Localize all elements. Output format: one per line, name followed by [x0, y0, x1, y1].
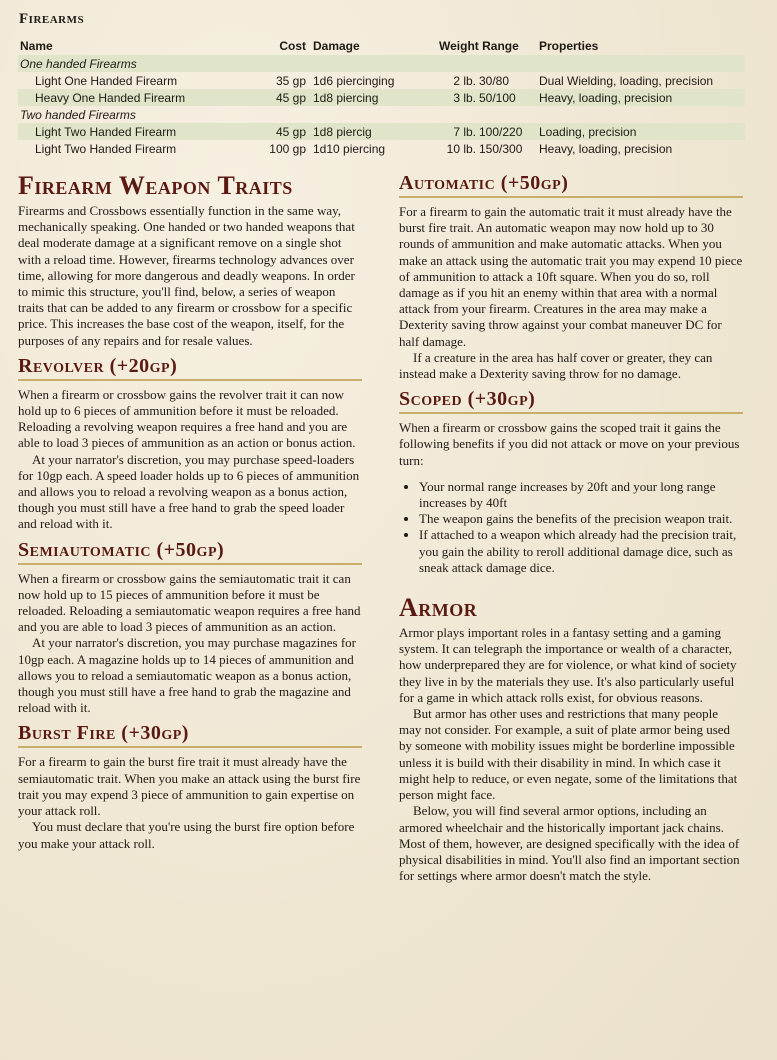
group-label: One handed Firearms	[18, 55, 745, 72]
cell-properties: Heavy, loading, precision	[539, 141, 673, 156]
cell-range: 50/100	[479, 89, 539, 106]
cell-damage: 1d10 piercing	[313, 141, 386, 156]
cell-weight: 10 lb.	[446, 141, 476, 156]
automatic-paragraph-1: For a firearm to gain the automatic trait it must already have the burst fire trait. An automatic weapon may now hold up to 30 rounds of ammunition and make automatic attacks. When you make an attack using the automatic trait you may expend 10 piece of ammunition to attack a 10ft square. When you do so, roll damage as if you hit an enemy within that area with a normal attack from your firearm. Creatures in the area may make a Dexterity saving throw against your combat maneuver DC for half damage.	[399, 204, 743, 349]
table-title: Firearms	[19, 11, 85, 27]
scoped-benefits-list	[399, 479, 743, 576]
scoped-heading: Scoped (+30gp)	[399, 388, 743, 414]
cell-weight: 2 lb.	[453, 73, 476, 88]
semiautomatic-paragraph-1: When a firearm or crossbow gains the semiautomatic trait it can now hold up to 15 pieces of ammunition before it must be reloaded. Reloading a semiautomatic weapon requires a free hand and you are able to load 3 pieces of ammunition as an action.	[18, 570, 361, 635]
cell-properties: Heavy, loading, precision	[539, 89, 745, 106]
firearms-table	[18, 37, 745, 157]
cell-name: Light One Handed Firearm	[35, 73, 178, 88]
armor-paragraph-1: Armor plays important roles in a fantasy setting and a gaming system. It can telegraph the importance or wealth of a character, how underprepared they are for violence, or what kind of society they live in by the materials they use. It's also particularly useful for a game in which attack rolls exist, for obvious reasons.	[399, 625, 737, 705]
cell-properties: Dual Wielding, loading, precision	[539, 73, 714, 88]
firearm-weapon-traits-heading: Firearm Weapon Traits	[18, 171, 293, 200]
cell-damage: 1d8 piercing	[313, 89, 421, 106]
cell-cost: 35 gp	[275, 73, 306, 88]
group-label: Two handed Firearms	[20, 107, 136, 122]
list-item: • If attached to a weapon which already had the precision trait, you gain the ability to reroll additional damage dice, such as sneak attack damage dice.	[419, 527, 743, 576]
table-row	[18, 72, 745, 89]
table-row	[18, 89, 745, 106]
automatic-heading: Automatic (+50gp)	[399, 172, 743, 198]
burst-fire-paragraph-2: You must declare that you're using the burst fire option before you make your attack roll.	[18, 819, 355, 851]
cell-properties: Loading, precision	[539, 123, 745, 140]
armor-paragraph-3: Below, you will find several armor options, including an armored wheelchair and the historically important jack chains. Most of them, however, are designed specifically with the idea of physical disabilities in mind. You'll also find an important section for settings where armor doesn't match the style.	[399, 803, 740, 884]
revolver-paragraph-1: When a firearm or crossbow gains the revolver trait it can now hold up to 6 pieces of ammunition before it must be reloaded. Reloading a revolving weapon requires a free hand and you are able to load 3 pieces of ammunition as an action or bonus action.	[18, 386, 356, 451]
revolver-heading: Revolver (+20gp)	[18, 355, 362, 381]
cell-damage: 1d8 piercig	[313, 123, 421, 140]
left-column	[18, 172, 362, 852]
cell-name: Light Two Handed Firearm	[35, 141, 177, 156]
cell-weight: 3 lb.	[421, 89, 479, 106]
cell-cost: 45 gp	[260, 123, 313, 140]
list-item: • The weapon gains the benefits of the precision weapon trait.	[419, 511, 743, 527]
header-name: Name	[20, 39, 53, 53]
cell-range: 30/80	[479, 73, 510, 88]
cell-weight: 7 lb.	[421, 123, 479, 140]
armor-heading: Armor	[399, 593, 478, 623]
table-header-row	[18, 37, 745, 55]
semiautomatic-heading: Semiautomatic (+50gp)	[18, 539, 362, 565]
burst-fire-heading: Burst Fire (+30gp)	[18, 722, 362, 748]
right-column	[399, 172, 743, 884]
cell-range: 150/300	[479, 141, 523, 156]
automatic-paragraph-2: If a creature in the area has half cover or greater, they can instead make a Dexterity saving throw for no damage.	[399, 349, 713, 382]
header-weight-range: Weight Range	[439, 39, 519, 53]
burst-fire-paragraph-1: For a firearm to gain the burst fire trait it must already have the semiautomatic trait. When you make an attack using the burst fire trait you may expend 3 piece of ammunition to gain expertise on your attack roll.	[18, 754, 361, 819]
semiautomatic-paragraph-2: At your narrator's discretion, you may purchase magazines for 10gp each. A magazine holds up to 14 pieces of ammunition and allows you to reload a semiautomatic weapon as a bonus action, though you must still have a free hand to grab the magazine and reload with it.	[18, 635, 356, 716]
cell-cost: 45 gp	[260, 89, 313, 106]
group-row	[18, 106, 745, 123]
list-item: • Your normal range increases by 20ft and your long range increases by 40ft	[419, 479, 743, 511]
revolver-paragraph-2: At your narrator's discretion, you may purchase speed-loaders for 10gp each. A speed loader holds up to 6 pieces of ammunition and allows you to reload a revolving weapon as a bonus action, though you must still have a free hand to grab the speed loader and reload with it.	[18, 451, 360, 532]
header-cost: Cost	[279, 39, 306, 53]
intro-paragraph: Firearms and Crossbows essentially function in the same way, mechanically speaking. One handed or two handed weapons that deal moderate damage at a significant remove on a single shot with a reload time. However, firearms technology advances over time, allowing for more dangerous and deadly weapons. In order to mimic this structure, you'll find, below, a series of weapon traits that can be added to any firearm or crossbow for a specific price. This increases the base cost of the weapon, itself, for the purposes of any repairs and for resale values.	[18, 203, 355, 348]
header-properties: Properties	[539, 39, 599, 53]
header-damage: Damage	[313, 39, 360, 53]
cell-name: Heavy One Handed Firearm	[18, 89, 260, 106]
cell-name: Light Two Handed Firearm	[18, 123, 260, 140]
group-row	[18, 55, 745, 72]
armor-paragraph-2: But armor has other uses and restrictions that many people may not consider. For example, a suit of plate armor being used by someone with mobility issues might be borderline impossible unless it is build with their disability in mind. In which case it might help to reduce, or even negate, some of the limitations that person might face.	[399, 706, 738, 803]
scoped-paragraph: When a firearm or crossbow gains the scoped trait it gains the following benefits if you did not attack or move on your previous turn:	[399, 420, 740, 468]
table-row	[18, 140, 745, 157]
cell-damage: 1d6 piercinging	[313, 73, 395, 88]
table-row	[18, 123, 745, 140]
cell-range: 100/220	[479, 123, 539, 140]
cell-cost: 100 gp	[269, 141, 306, 156]
